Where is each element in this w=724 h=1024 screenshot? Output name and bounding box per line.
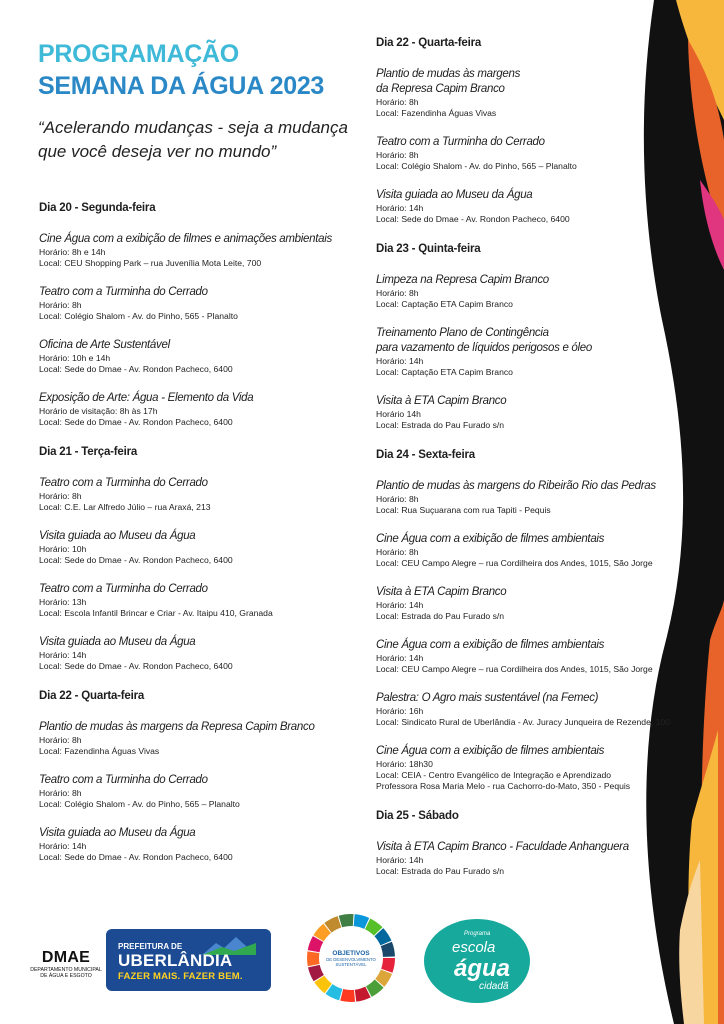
- event-title: Visita à ETA Capim Branco: [376, 586, 507, 598]
- event-item: [376, 326, 696, 378]
- event-details: Horário: 14h Local: CEU Campo Alegre – rua Cordilheira dos Andes, 1015, São Jorge: [376, 653, 653, 674]
- day-heading: Dia 22 - Quarta-feira: [376, 37, 482, 49]
- event-item: [39, 826, 359, 863]
- event-details: Horário: 8h Local: CEU Campo Alegre – rua Cordilheira dos Andes, 1015, São Jorge: [376, 547, 653, 568]
- sdg-label: [322, 950, 380, 967]
- cidada-word: cidadã: [479, 981, 509, 992]
- event-details: Horário: 8h Local: C.E. Lar Alfredo Júlio – rua Araxá, 213: [39, 491, 211, 512]
- event-details: Horário: 8h e 14h Local: CEU Shopping Park – rua Juvenília Mota Leite, 700: [39, 247, 262, 268]
- event-item: [376, 840, 696, 877]
- event-item: [376, 273, 696, 310]
- event-details: Horário: 8h Local: Rua Suçuarana com rua Tapiti - Pequis: [376, 494, 551, 515]
- event-details: Horário: 8h Local: Colégio Shalom - Av. do Pinho, 565 - Planalto: [39, 300, 238, 321]
- event-item: [39, 391, 359, 428]
- event-title: Oficina de Arte Sustentável: [39, 339, 170, 351]
- title-line-2: SEMANA DA ÁGUA 2023: [38, 72, 325, 100]
- day-heading: Dia 20 - Segunda-feira: [39, 202, 156, 214]
- event-item: [376, 532, 696, 569]
- event-title: Cine Água com a exibição de filmes ambientais: [376, 639, 605, 651]
- event-details: Horário: 8h Local: Captação ETA Capim Branco: [376, 288, 513, 309]
- dmae-name: DMAE: [41, 949, 91, 966]
- event-item: [376, 585, 696, 622]
- event-details: Horário: 13h Local: Escola Infantil Brincar e Criar - Av. Itaipu 410, Granada: [39, 597, 273, 618]
- day-heading: Dia 25 - Sábado: [376, 810, 459, 822]
- day-block: [376, 241, 696, 431]
- city-name: UBERLÂNDIA: [118, 951, 233, 970]
- event-title: Teatro com a Turminha do Cerrado: [39, 583, 208, 595]
- event-title: Teatro com a Turminha do Cerrado: [39, 477, 208, 489]
- prefeitura-logo: [106, 929, 271, 991]
- event-title: Teatro com a Turminha do Cerrado: [39, 286, 208, 298]
- event-details: Horário 14h Local: Estrada do Pau Furado s/n: [376, 409, 505, 430]
- event-slogan: “Acelerando mudanças - seja a mudança que você deseja ver no mundo”: [38, 118, 348, 161]
- dmae-logo: [28, 949, 104, 979]
- escola-program-label: Programa: [464, 931, 491, 937]
- event-details: Horário: 8h Local: Colégio Shalom - Av. do Pinho, 565 – Planalto: [376, 150, 577, 171]
- event-title: Visita à ETA Capim Branco: [376, 395, 507, 407]
- event-details: Horário: 8h Local: Colégio Shalom - Av. do Pinho, 565 – Planalto: [39, 788, 240, 809]
- event-item: [376, 744, 696, 792]
- event-item: [39, 285, 359, 322]
- footer-logos: [0, 905, 620, 1015]
- sdg-label-line-1: OBJETIVOS: [332, 950, 370, 957]
- event-title: Teatro com a Turminha do Cerrado: [39, 774, 208, 786]
- event-item: [39, 476, 359, 513]
- event-title: Visita guiada ao Museu da Água: [376, 189, 533, 201]
- event-details: Horário: 14h Local: Sede do Dmae - Av. Rondon Pacheco, 6400: [376, 203, 570, 224]
- event-item: [39, 773, 359, 810]
- dmae-subtitle-2: DE ÁGUA E ESGOTO: [40, 973, 92, 979]
- event-title: Teatro com a Turminha do Cerrado: [376, 136, 545, 148]
- event-item: [376, 479, 696, 516]
- event-title: Visita guiada ao Museu da Água: [39, 636, 196, 648]
- event-item: [376, 394, 696, 431]
- event-details: Horário: 10h e 14h Local: Sede do Dmae - Av. Rondon Pacheco, 6400: [39, 353, 233, 374]
- event-title: Cine Água com a exibição de filmes ambientais: [376, 745, 605, 757]
- event-item: [39, 529, 359, 566]
- event-title: Visita à ETA Capim Branco - Faculdade Anhanguera: [376, 841, 629, 853]
- event-title: Plantio de mudas às margens do Ribeirão Rio das Pedras: [376, 480, 656, 492]
- event-title: Cine Água com a exibição de filmes e animações ambientais: [39, 233, 332, 245]
- event-title: Exposição de Arte: Água - Elemento da Vida: [39, 392, 254, 404]
- agua-word: água: [454, 955, 511, 982]
- event-details: Horário: 14h Local: Estrada do Pau Furado s/n: [376, 600, 505, 621]
- event-title: Palestra: O Agro mais sustentável (na Femec): [376, 692, 599, 704]
- event-item: [39, 635, 359, 672]
- day-block: [376, 808, 696, 877]
- event-title: Visita guiada ao Museu da Água: [39, 530, 196, 542]
- event-details: Horário: 14h Local: Estrada do Pau Furado s/n: [376, 855, 505, 876]
- dmae-subtitle-1: DEPARTAMENTO MUNICIPAL: [30, 967, 102, 973]
- event-details: Horário: 14h Local: Sede do Dmae - Av. Rondon Pacheco, 6400: [39, 841, 233, 862]
- event-item: [376, 67, 696, 119]
- event-details: Horário: 14h Local: Sede do Dmae - Av. Rondon Pacheco, 6400: [39, 650, 233, 671]
- day-heading: Dia 23 - Quinta-feira: [376, 243, 481, 255]
- page-title: [38, 38, 324, 102]
- event-title: Plantio de mudas às margens da Represa Capim Branco: [376, 68, 521, 95]
- event-item: [39, 582, 359, 619]
- day-heading: Dia 24 - Sexta-feira: [376, 449, 475, 461]
- sdg-label-line-3: SUSTENTÁVEL: [335, 962, 367, 967]
- day-block: [39, 688, 359, 863]
- event-details: Horário: 18h30 Local: CEIA - Centro Evangélico de Integração e Aprendizado Professora Rosa Maria Melo - rua Cachorro-do-Mato, 350 - Pequis: [376, 759, 631, 791]
- event-details: Horário: 16h Local: Sindicato Rural de Uberlândia - Av. Juracy Junqueira de Rezende, 100: [376, 706, 670, 727]
- event-title: Limpeza na Represa Capim Branco: [376, 274, 549, 286]
- event-item: [376, 188, 696, 225]
- event-details: Horário: 14h Local: Captação ETA Capim Branco: [376, 356, 513, 377]
- event-details: Horário: 8h Local: Fazendinha Águas Vivas: [376, 97, 497, 118]
- event-title: Cine Água com a exibição de filmes ambientais: [376, 533, 605, 545]
- day-heading: Dia 22 - Quarta-feira: [39, 690, 145, 702]
- sdg-label-line-2: DE DESENVOLVIMENTO: [326, 957, 376, 962]
- day-block: [376, 447, 696, 792]
- event-item: [376, 638, 696, 675]
- schedule-right-column: [376, 35, 696, 893]
- escola-word: escola: [452, 939, 496, 956]
- prefeitura-label: PREFEITURA DE: [118, 942, 183, 951]
- schedule-left-column: [39, 200, 359, 879]
- day-heading: Dia 21 - Terça-feira: [39, 446, 138, 458]
- event-title: Treinamento Plano de Contingência para vazamento de líquidos perigosos e óleo: [376, 327, 592, 354]
- event-item: [376, 135, 696, 172]
- event-item: [39, 720, 359, 757]
- event-item: [39, 232, 359, 269]
- escola-agua-cidada-logo: [424, 919, 530, 1003]
- event-item: [39, 338, 359, 375]
- day-block: [39, 200, 359, 428]
- event-details: Horário: 8h Local: Fazendinha Águas Vivas: [39, 735, 160, 756]
- event-title: Visita guiada ao Museu da Água: [39, 827, 196, 839]
- prefeitura-slogan: FAZER MAIS. FAZER BEM.: [118, 971, 243, 982]
- event-item: [376, 691, 696, 728]
- event-details: Horário de visitação: 8h às 17h Local: Sede do Dmae - Av. Rondon Pacheco, 6400: [39, 406, 233, 427]
- day-block: [376, 35, 696, 225]
- title-line-1: PROGRAMAÇÃO: [38, 40, 239, 68]
- day-block: [39, 444, 359, 672]
- event-details: Horário: 10h Local: Sede do Dmae - Av. Rondon Pacheco, 6400: [39, 544, 233, 565]
- event-title: Plantio de mudas às margens da Represa Capim Branco: [39, 721, 315, 733]
